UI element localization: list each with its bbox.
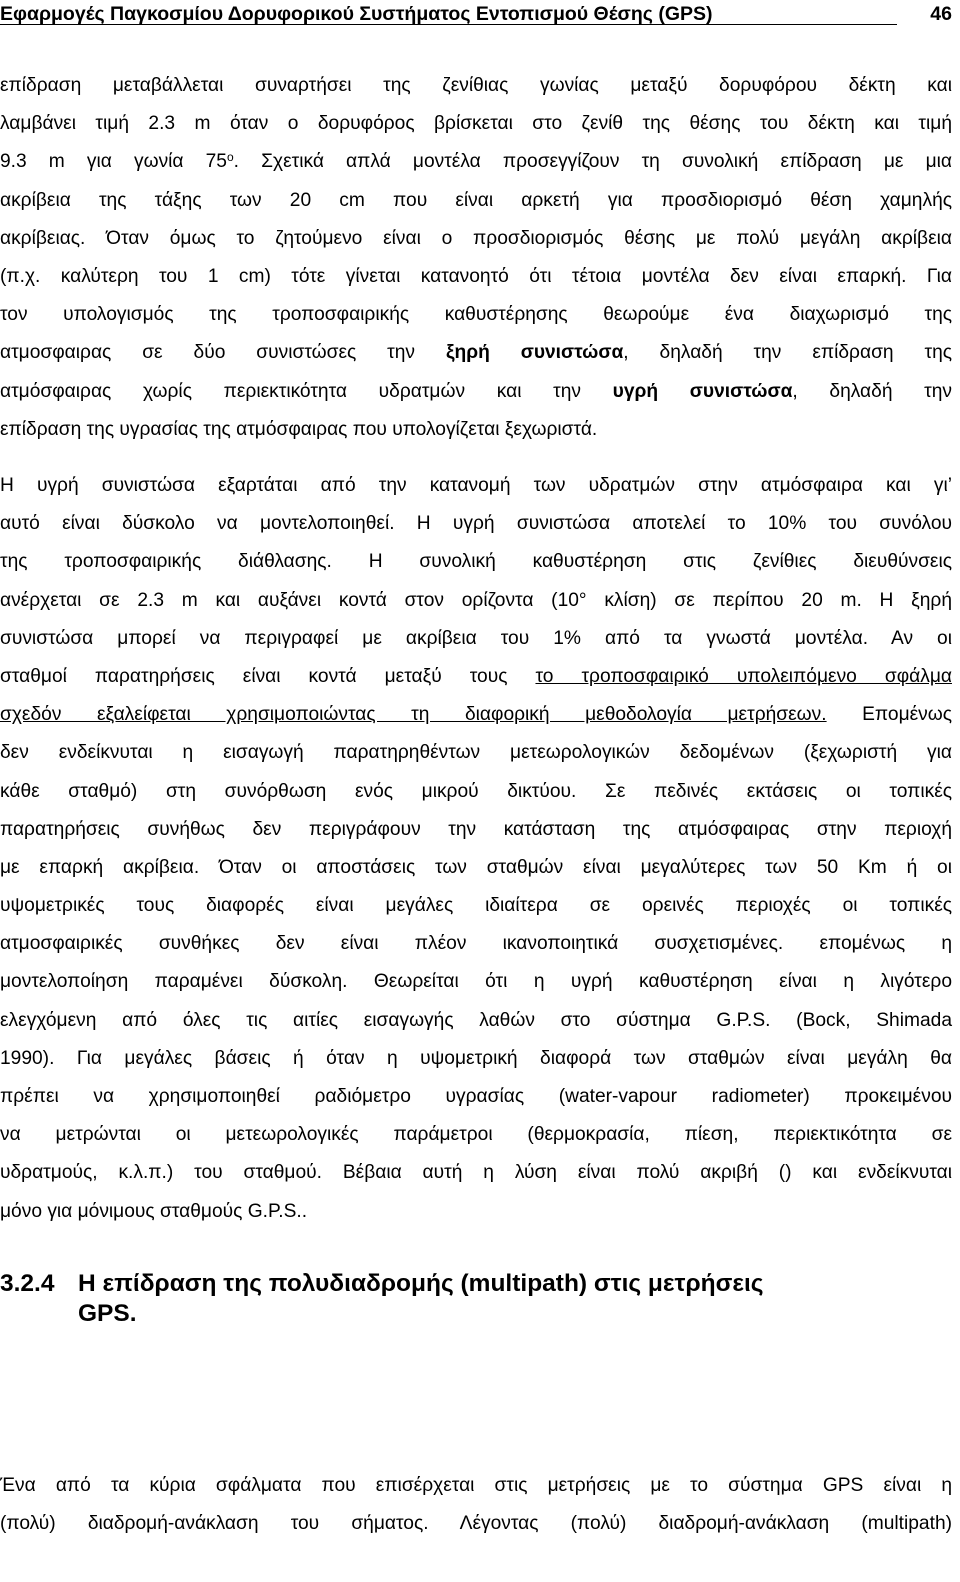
text-line: λαμβάνει τιμή 2.3 m όταν ο δορυφόρος βρίσκεται στο ζενίθ της θέσης του δέκτη και τιμή	[0, 113, 952, 135]
text-line: σταθμοί παρατηρήσεις είναι κοντά μεταξύ τους το τροποσφαιρικό υπολειπόμενο σφάλμα	[0, 665, 952, 687]
text-line: ατμόσφαιρας χωρίς περιεκτικότητα υδρατμών και την υγρή συνιστώσα, δηλαδή την	[0, 380, 953, 402]
text-line: μόνο για μόνιμους σταθμούς G.P.S..	[0, 1200, 308, 1222]
section-title-line: Η επίδραση της πολυδιαδρομής (multipath) στις μετρήσεις	[78, 1270, 764, 1297]
wet-component-term: υγρή συνιστώσα	[612, 380, 793, 402]
running-title: Εφαρμογές Παγκοσμίου Δορυφορικού Συστήματος Εντοπισμού Θέσης (GPS)	[0, 3, 713, 25]
text-line: ελεγχόμενη από όλες τις αιτίες εισαγωγής λαθών στο σύστημα G.P.S. (Bock, Shimada	[0, 1009, 952, 1031]
text-line: ακρίβειας. Όταν όμως το ζητούμενο είναι ο προσδιορισμός θέσης με πολύ μεγάλη ακρίβεια	[0, 227, 952, 249]
text-line: ακρίβεια της τάξης των 20 cm που είναι αρκετή για προσδιορισμό θέση χαμηλής	[0, 189, 952, 211]
text-line: δεν ενδείκνυται η εισαγωγή παρατηρηθέντων μετεωρολογικών δεδομένων (ξεχωριστή για	[0, 742, 952, 764]
text-line: ανέρχεται σε 2.3 m και αυξάνει κοντά στον ορίζοντα (10° κλίση) σε περίπου 20 m. Η ξηρή	[0, 589, 952, 611]
text-line: κάθε σταθμό) στη συνόρθωση ενός μικρού δικτύου. Σε πεδινές εκτάσεις οι τοπικές	[0, 780, 952, 802]
paragraph-tropospheric-delay	[0, 76, 952, 458]
underlined-text: σχεδόν εξαλείφεται χρησιμοποιώντας τη διαφορική μεθοδολογία μετρήσεων.	[0, 704, 827, 726]
text-line: πρέπει να χρησιμοποιηθεί ραδιόμετρο υγρασίας (water-vapour radiometer) προκειμένου	[0, 1086, 952, 1107]
text-line: υψομετρικές τους διαφορές είναι μεγάλες ιδιαίτερα σε ορεινές περιοχές οι τοπικές	[0, 895, 952, 917]
underlined-text: το τροποσφαιρικό υπολειπόμενο σφάλμα	[535, 665, 952, 687]
text-line: επίδραση της υγρασίας της ατμόσφαιρας που υπολογίζεται ξεχωριστά.	[0, 418, 598, 440]
text-line: ατμοσφαιρικές συνθήκες δεν είναι πλέον ικανοποιητικά συσχετισμένες. επομένως η	[0, 933, 952, 955]
page-number: 46	[930, 3, 952, 25]
text-line: επίδραση μεταβάλλεται συναρτήσει της ζενίθιας γωνίας μεταξύ δορυφόρου δέκτη και	[0, 75, 952, 96]
text-line: 9.3 m για γωνία $75^o$. Σχετικά απλά μοντέλα προσεγγίζουν τη συνολική επίδραση με μια	[0, 150, 952, 173]
text-line: μοντελοποίηση παραμένει δύσκολη. Θεωρείται ότι η υγρή καθυστέρηση είναι η λιγότερο	[0, 971, 952, 993]
section-number: 3.2.4	[0, 1270, 55, 1297]
text-line: υδρατμούς, κ.λ.π.) του σταθμού. Βέβαια αυτή η λύση είναι πολύ ακριβή () και ενδείκνυται	[0, 1162, 952, 1184]
text-line: παρατηρήσεις συνήθως δεν περιγράφουν την κατάσταση της ατμόσφαιρας στην περιοχή	[0, 818, 952, 840]
text-line: Ένα από τα κύρια σφάλματα που επισέρχεται στις μετρήσεις με το σύστημα GPS είναι η	[0, 1475, 952, 1496]
text-line: τον υπολογισμός της τροποσφαιρικής καθυστέρησης θεωρούμε ένα διαχωρισμό της	[0, 304, 952, 326]
text-line: της τροποσφαιρικής διάθλασης. Η συνολική καθυστέρηση στις ζενίθιες διευθύνσεις	[0, 551, 952, 573]
text-line: ατμοσφαιρας σε δύο συνιστώσες την ξηρή συνιστώσα, δηλαδή την επίδραση της	[0, 342, 952, 364]
page-header	[0, 4, 952, 30]
header-rule	[0, 24, 897, 25]
text-line: συνιστώσα μπορεί να περιγραφεί με ακρίβεια του 1% από τα γνωστά μοντέλα. Αν οι	[0, 627, 952, 649]
paragraph-multipath-intro	[0, 1476, 952, 1552]
text-line: αυτό είναι δύσκολο να μοντελοποιηθεί. Η υγρή συνιστώσα αποτελεί το 10% του συνόλου	[0, 513, 952, 535]
text-line: να μετρώνται οι μετεωρολογικές παράμετροι (θερμοκρασία, πίεση, περιεκτικότητα σε	[0, 1124, 952, 1146]
text-line: σχεδόν εξαλείφεται χρησιμοποιώντας τη διαφορική μεθοδολογία μετρήσεων. Επομένως	[0, 704, 953, 726]
text-line: 1990). Για μεγάλες βάσεις ή όταν η υψομετρική διαφορά των σταθμών είναι μεγάλη θα	[0, 1047, 952, 1069]
text-line: Η υγρή συνιστώσα εξαρτάται από την κατανομή των υδρατμών στην ατμόσφαιρα και γι’	[0, 475, 952, 496]
text-line: (πολύ) διαδρομή-ανάκλαση του σήματος. Λέγοντας (πολύ) διαδρομή-ανάκλαση (multipath)	[0, 1513, 952, 1535]
section-title-line: GPS.	[78, 1300, 137, 1327]
text-line: με επαρκή ακρίβεια. Όταν οι αποστάσεις των σταθμών είναι μεγαλύτερες των 50 Km ή οι	[0, 856, 952, 878]
paragraph-wet-component	[0, 476, 952, 1240]
degree-superscript: ο	[226, 150, 234, 165]
text-line: (π.χ. καλύτερη του 1 cm) τότε γίνεται κατανοητό ότι τέτοια μοντέλα δεν είναι επαρκή. Για	[0, 265, 952, 287]
dry-component-term: ξηρή συνιστώσα	[445, 342, 624, 364]
